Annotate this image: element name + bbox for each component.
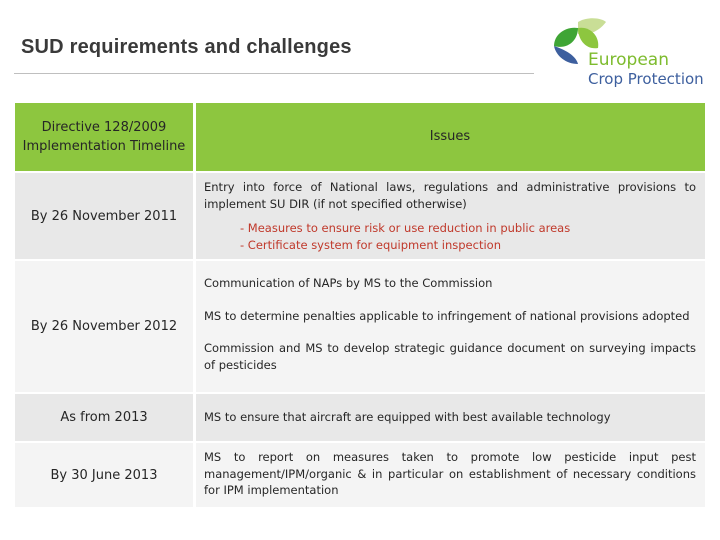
issue-text: MS to report on measures taken to promote low pesticide input pest management/IPM/organic & in particular on establishment of necessary conditions for IPM implementation (204, 450, 696, 497)
table-row (15, 443, 705, 507)
row-issues (196, 443, 705, 507)
row-date: As from 2013 (15, 394, 193, 441)
issue-text: Commission and MS to develop strategic guidance document on surveying impacts of pesticides (204, 341, 696, 372)
issue-text: MS to determine penalties applicable to infringement of national provisions adopted (204, 308, 690, 323)
row-issues (196, 173, 705, 259)
issue-text: Entry into force of National laws, regulations and administrative provisions to implement SU DIR (if not specified otherwise) (204, 180, 696, 211)
table-row (15, 261, 705, 392)
row-date: By 26 November 2011 (15, 173, 193, 259)
bullet-item: - Measures to ensure risk or use reduction in public areas (240, 221, 571, 235)
european-crop-protection-logo (548, 16, 713, 92)
logo-text-line2: Crop Protection (588, 70, 704, 88)
row-date: By 30 June 2013 (15, 443, 193, 507)
table-row (15, 173, 705, 259)
logo-text-line1: European (588, 50, 669, 70)
issue-text: Communication of NAPs by MS to the Commission (204, 276, 493, 290)
bullet-item: - Certificate system for equipment inspection (240, 237, 501, 252)
table-row (15, 394, 705, 441)
timeline-table (15, 103, 705, 509)
slide-title: SUD requirements and challenges (21, 36, 352, 58)
column-header-timeline: Directive 128/2009 Implementation Timeline (15, 103, 193, 171)
row-issues (196, 394, 705, 441)
column-header-issues: Issues (196, 103, 705, 171)
table-header-row (15, 103, 705, 171)
title-divider (14, 73, 534, 74)
row-issues (196, 261, 705, 392)
issue-text: MS to ensure that aircraft are equipped with best available technology (204, 410, 611, 425)
row-date: By 26 November 2012 (15, 261, 193, 392)
